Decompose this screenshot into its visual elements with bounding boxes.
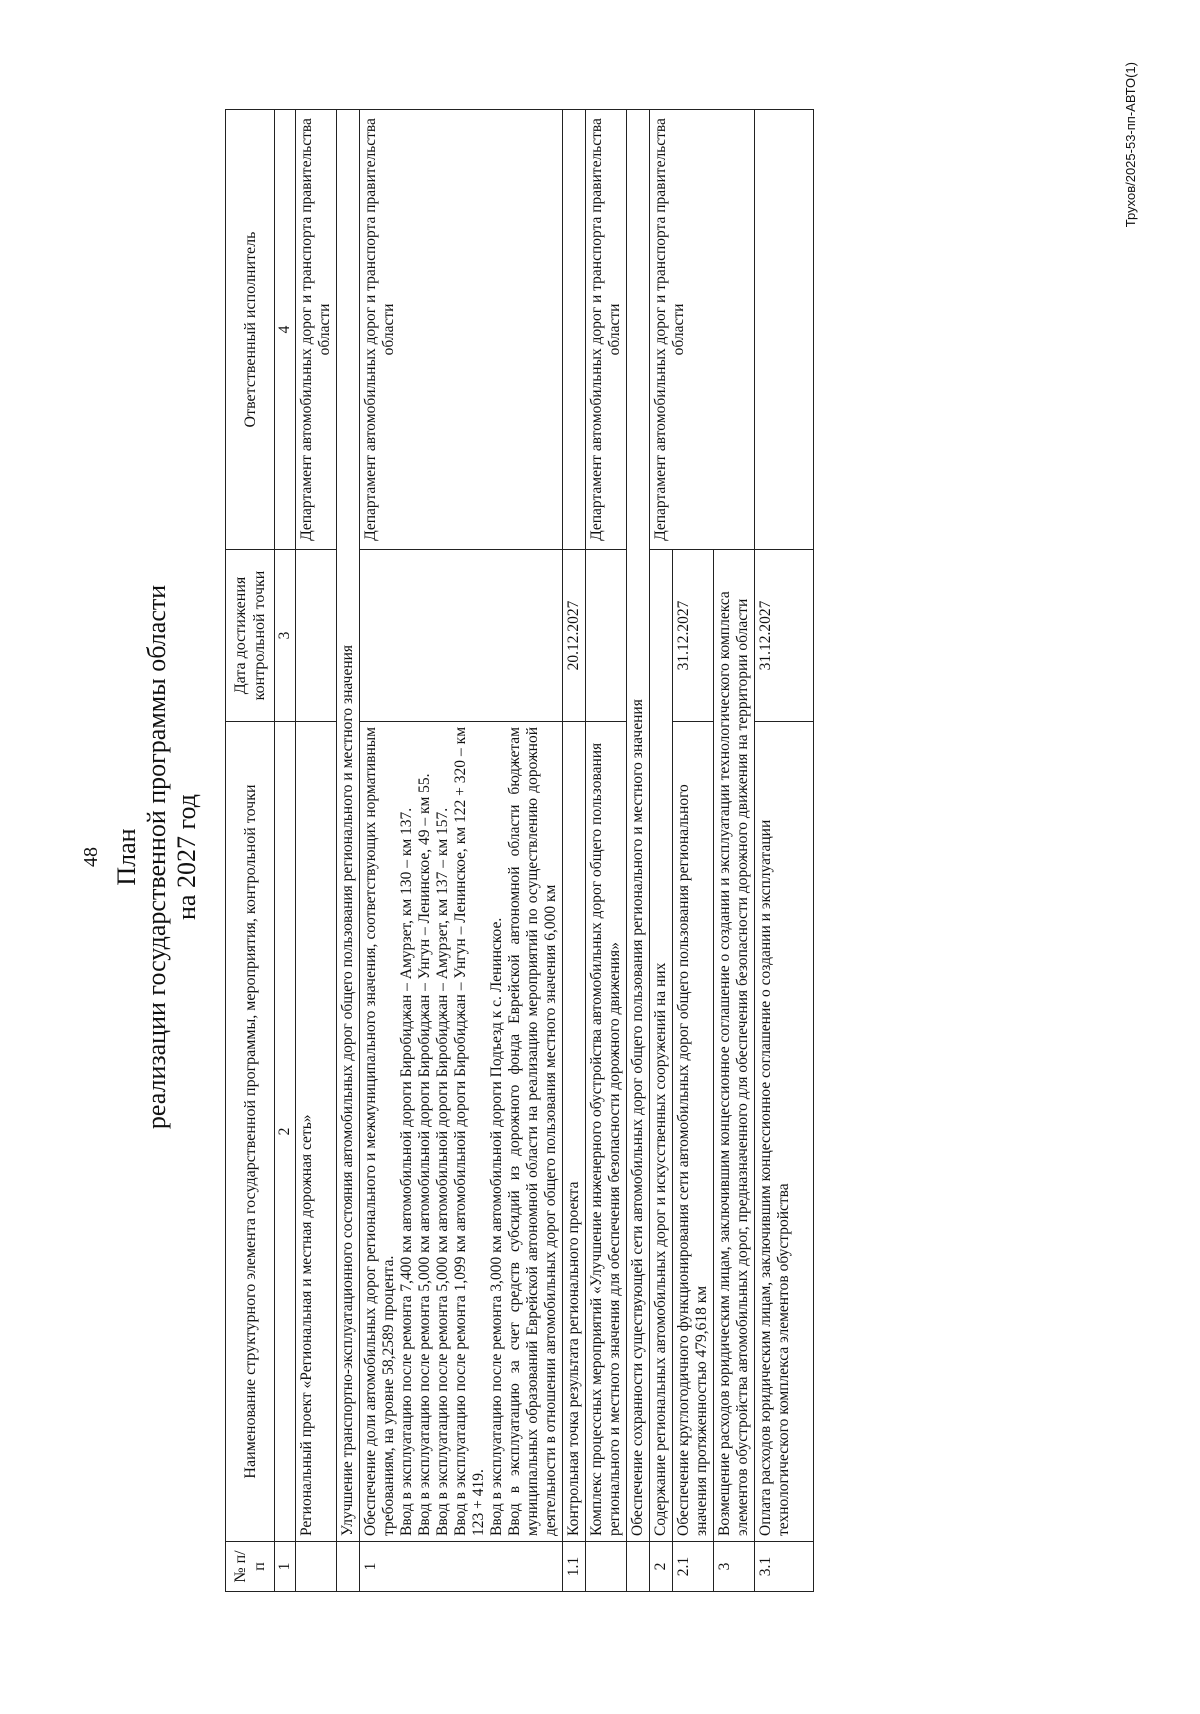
item-3-1-number: 3.1 — [755, 1542, 814, 1592]
document-title — [112, 0, 202, 1714]
item-3-number: 3 — [714, 1542, 755, 1592]
complex-responsible: Департамент автомобильных дорог и транспорта правительства области — [586, 110, 627, 550]
table-row-task-2 — [627, 110, 650, 1592]
table-header-row — [226, 110, 275, 1592]
item-3-name: Возмещение расходов юридическим лицам, заключившим концессионное соглашение о создании и эксплуатации технологического комплекса элементов обустройства автомобильных дорог, предназначенного для обеспечения безопасности дорожного движения на территории области — [714, 550, 755, 1542]
header-date: Дата достижения контрольной точки — [226, 550, 275, 722]
item-2-name: Содержание региональных автомобильных дорог и искусственных сооружений на них — [650, 550, 673, 1542]
table-row-item-1-1 — [563, 110, 586, 1592]
header-responsible: Ответственный исполнитель — [226, 110, 275, 550]
page-number: 48 — [80, 847, 102, 867]
item-1-paragraph: Ввод в эксплуатацию после ремонта 7,400 км автомобильной дороги Биробиджан – Амурзет, км 130 – км 137. — [398, 807, 415, 1536]
column-number: 1 — [275, 1542, 296, 1592]
table-row-complex — [586, 110, 627, 1592]
column-number: 4 — [275, 110, 296, 550]
item-1-paragraph: Ввод в эксплуатацию после ремонта 5,000 км автомобильной дороги Биробиджан – Унгун – Ленинское, 49 – км 55. — [416, 773, 433, 1536]
column-number: 2 — [275, 722, 296, 1542]
complex-name: Комплекс процессных мероприятий «Улучшение инженерного обустройства автомобильных дорог общего пользования регионального и местного значения для обеспечения безопасности дорожного движения» — [586, 722, 627, 1542]
item-1-responsible: Департамент автомобильных дорог и транспорта правительства области — [360, 110, 563, 550]
item-1-paragraph: Обеспечение доли автомобильных дорог регионального и межмуниципального значения, соответствующих нормативным требованиям, на уровне 58,2589 процента. — [362, 727, 397, 1536]
task-2-text: Обеспечение сохранности существующей сети автомобильных дорог общего пользования регионального и местного значения — [627, 110, 650, 1542]
title-line-2: реализации государственной программы области — [142, 584, 171, 1130]
table-row-item-3-1 — [755, 110, 814, 1592]
title-line-1: План — [112, 828, 141, 886]
table-row-item-1 — [360, 110, 563, 1592]
item-1-paragraph: Ввод в эксплуатацию после ремонта 5,000 км автомобильной дороги Биробиджан – Амурзет, км 137 – км 157. — [434, 807, 451, 1536]
table-row-item-2 — [650, 110, 673, 1592]
task-1-text: Улучшение транспортно-эксплуатационного состояния автомобильных дорог общего пользования регионального и местного значения — [337, 110, 360, 1542]
item-2-1-name: Обеспечение круглогодичного функционирования сети автомобильных дорог общего пользования регионального значения протяженностью 479,618 км — [673, 722, 714, 1542]
regional-project-responsible: Департамент автомобильных дорог и транспорта правительства области — [296, 110, 337, 550]
plan-table — [225, 109, 814, 1592]
item-2-number: 2 — [650, 1542, 673, 1592]
column-number: 3 — [275, 550, 296, 722]
column-number-row — [275, 110, 296, 1592]
item-1-1-number: 1.1 — [563, 1542, 586, 1592]
item-2-1-number: 2.1 — [673, 1542, 714, 1592]
header-num: № п/п — [226, 1542, 275, 1592]
item-1-paragraph: Ввод в эксплуатацию после ремонта 1,099 км автомобильной дороги Биробиджан – Унгун – Ленинское, км 122 + 320 – км 123 + 419. — [452, 727, 487, 1536]
item-1-1-date: 20.12.2027 — [563, 550, 586, 722]
regional-project-name: Региональный проект «Региональная и местная дорожная сеть» — [296, 722, 337, 1542]
item-3-1-name: Оплата расходов юридическим лицам, заключившим концессионное соглашение о создании и эксплуатации технологического комплекса элементов обустройства — [757, 819, 792, 1536]
item-3-1-date: 31.12.2027 — [755, 550, 814, 722]
item-1-number: 1 — [360, 1542, 563, 1592]
item-1-1-name: Контрольная точка результата регионального проекта — [563, 722, 586, 1542]
item-1-description — [360, 722, 563, 1542]
item-2-1-date: 31.12.2027 — [673, 550, 714, 722]
table-row-regional-project — [296, 110, 337, 1592]
item-2-responsible: Департамент автомобильных дорог и транспорта правительства области — [650, 110, 755, 550]
document-code: Трухов/2025-53-пп-АВТО(1) — [1123, 62, 1138, 228]
item-1-paragraph: Ввод в эксплуатацию после ремонта 3,000 км автомобильной дороги Подъезд к с. Ленинское. — [488, 917, 505, 1536]
header-name: Наименование структурного элемента государственной программы, мероприятия, контрольной точки — [226, 722, 275, 1542]
item-1-paragraph: Ввод в эксплуатацию за счет средств субсидий из дорожного фонда Еврейской автономной области бюджетам муниципальных образований Еврейской автономной области на реализацию мероприятий по осуществлению дорожной деятельности в отношении автомобильных дорог общего пользования местного значения 6,000 км — [506, 727, 559, 1536]
title-line-3: на 2027 год — [172, 794, 201, 920]
table-row-task-1 — [337, 110, 360, 1592]
